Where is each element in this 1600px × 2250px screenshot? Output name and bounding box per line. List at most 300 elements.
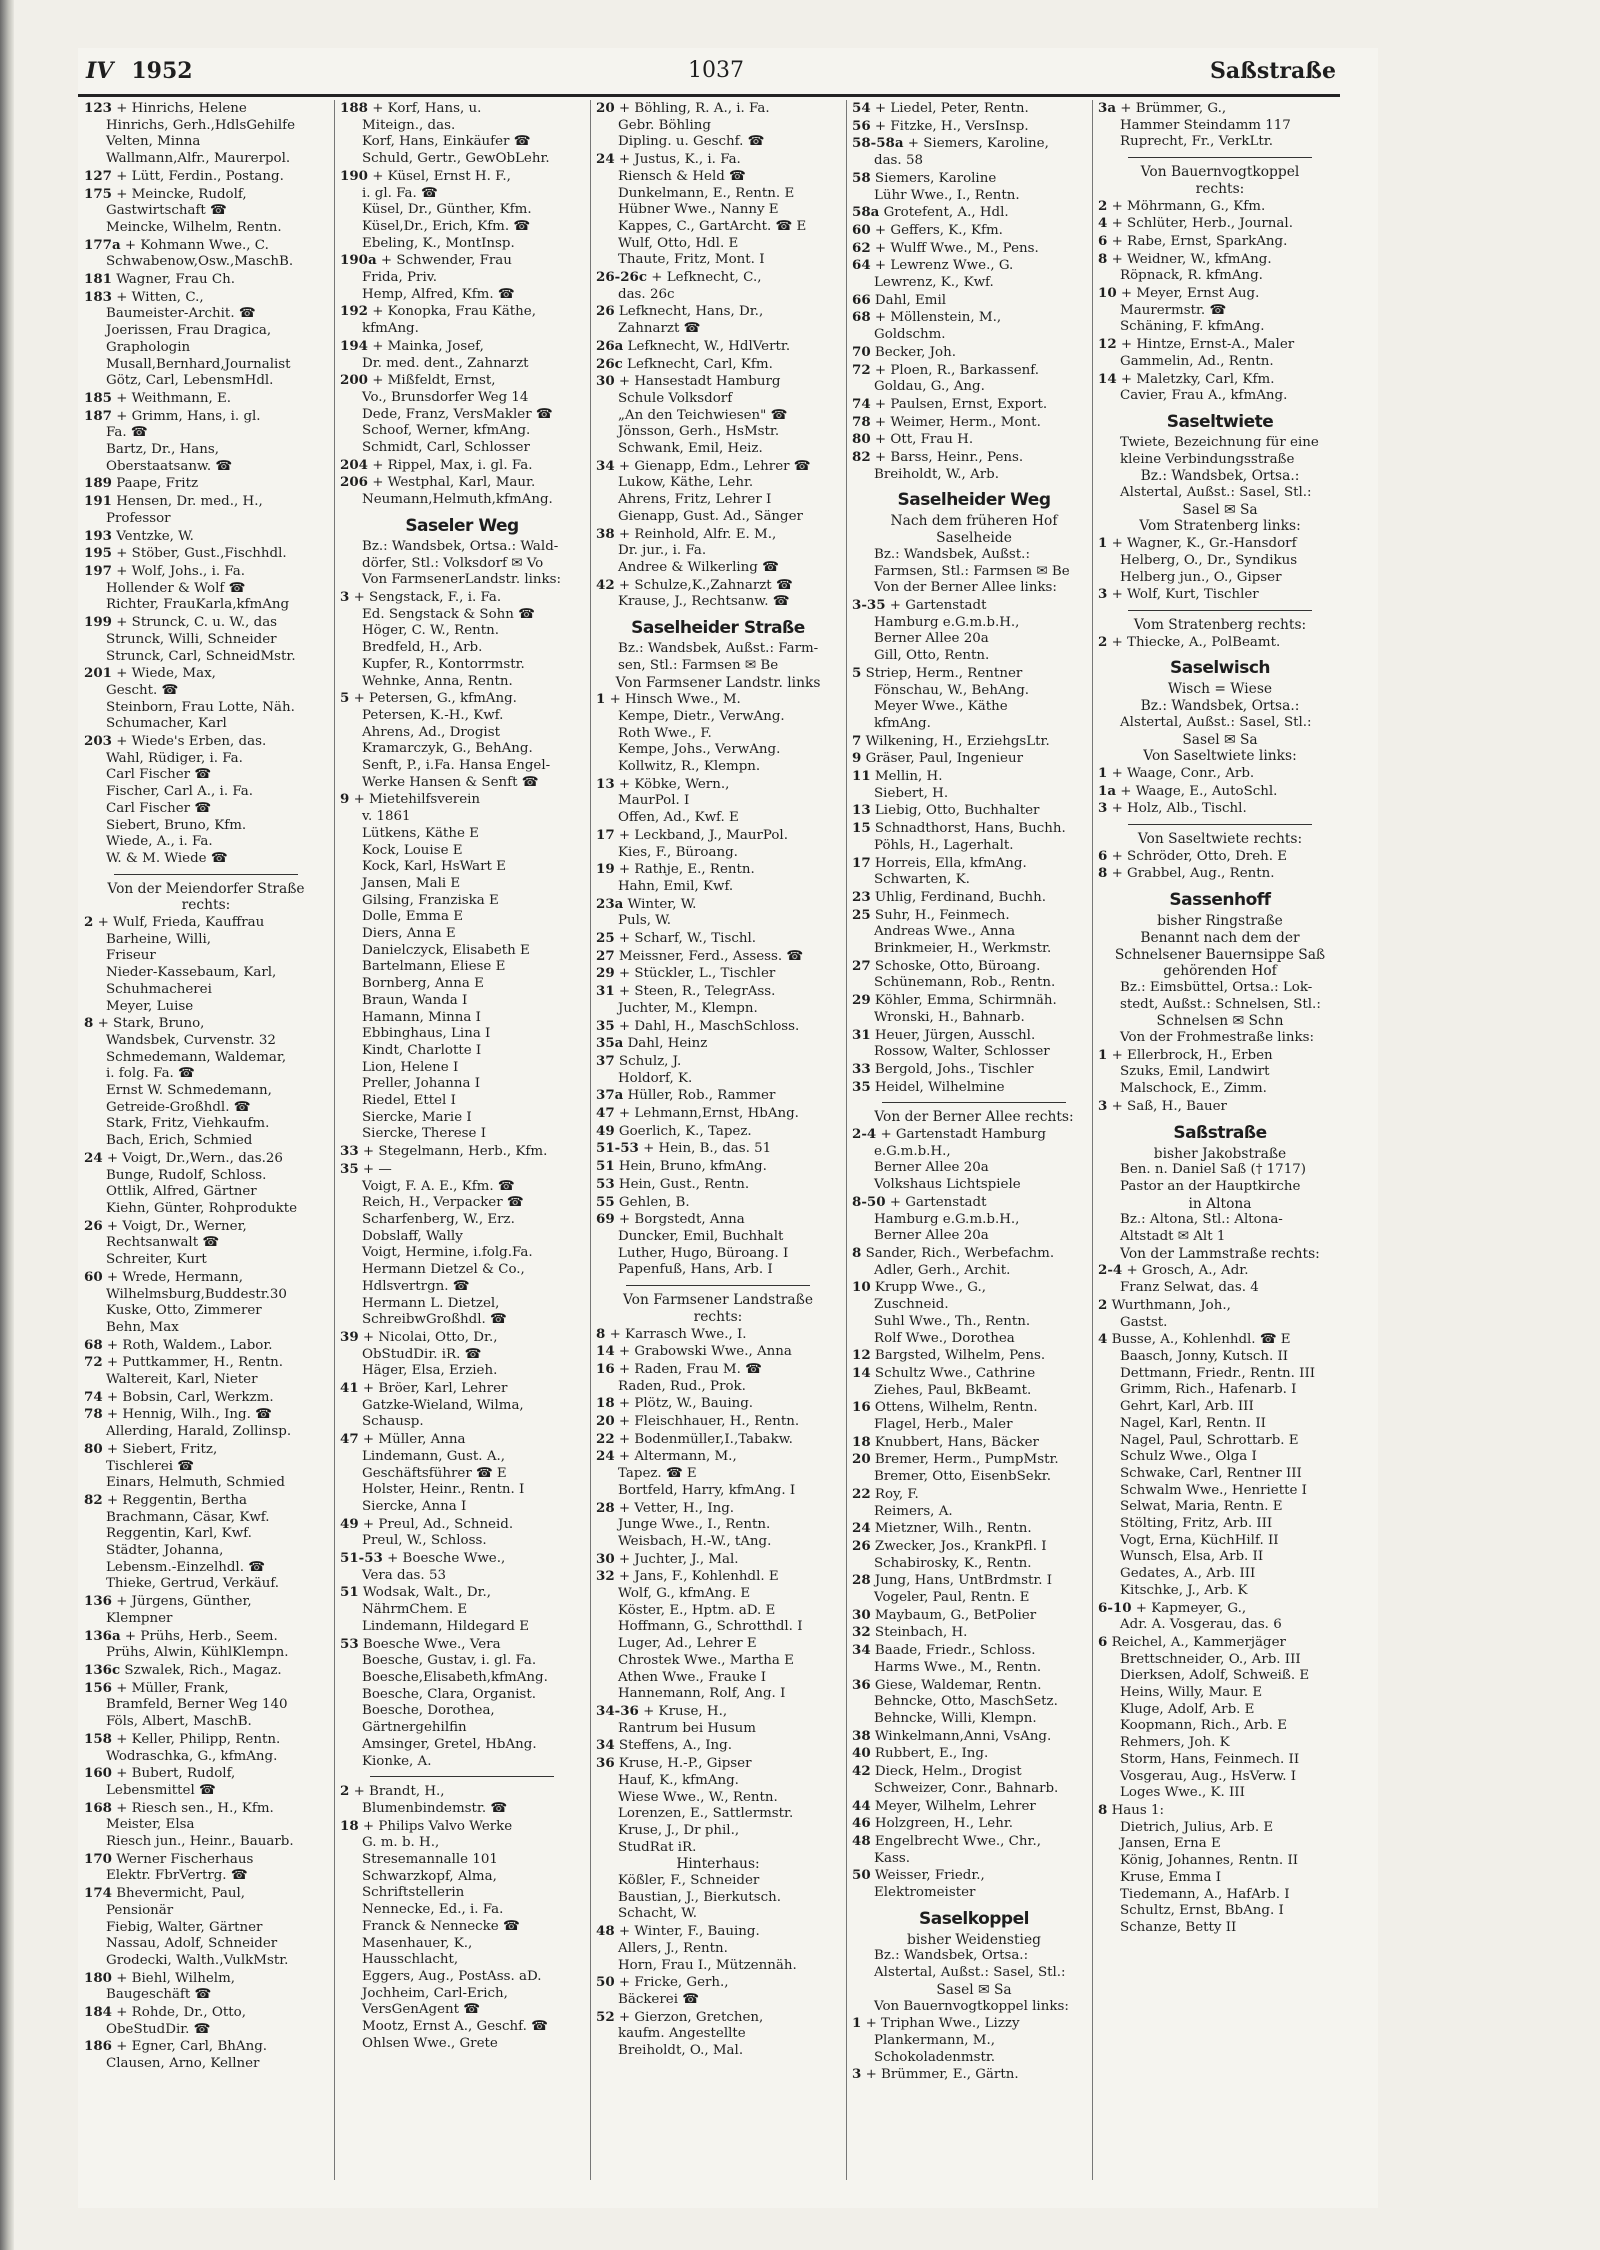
house-entry: 68 + Roth, Waldem., Labor.: [84, 1336, 273, 1353]
house-number: 9: [340, 791, 350, 808]
resident-line: Horn, Frau I., Mützennäh.: [618, 1957, 797, 1973]
house-number: 44: [852, 1797, 871, 1814]
house-entry: 12 Bargsted, Wilhelm, Pens.: [852, 1347, 1046, 1364]
resident-line: Jansen, Mali E: [362, 875, 461, 891]
resident-line: Kuske, Otto, Zimmerer: [106, 1303, 262, 1319]
resident-line: Lebensmittel ☎: [106, 1782, 216, 1798]
house-number: 22: [852, 1485, 871, 1502]
house-number: 27: [852, 957, 871, 974]
resident-line: Strunck, Willi, Schneider: [106, 631, 277, 647]
house-number: 1: [1098, 535, 1108, 552]
house-number: 195: [84, 545, 112, 562]
house-number: 72: [84, 1354, 103, 1371]
resident-line: Bz.: Wandsbek, Ortsa.: Wald-: [362, 538, 559, 554]
resident-line: Lorenzen, E., Sattlermstr.: [618, 1806, 794, 1822]
resident-line: Bortfeld, Harry, kfmAng. I: [618, 1482, 796, 1498]
house-entry: 27 Meissner, Ferd., Assess. ☎: [596, 947, 804, 964]
resident-line: Storm, Hans, Feinmech. II: [1120, 1751, 1300, 1767]
house-entry: 50 Weisser, Friedr.,: [852, 1867, 985, 1884]
resident-line: Schriftstellerin: [362, 1885, 465, 1901]
house-number: 60: [84, 1268, 103, 1285]
resident-line: Behn, Max: [106, 1319, 179, 1335]
resident-line: Reich, H., Verpacker ☎: [362, 1195, 524, 1211]
house-number: 3: [1098, 1097, 1108, 1114]
street-note: Von der Lammstraße rechts:: [1120, 1245, 1320, 1262]
house-number: 18: [340, 1817, 359, 1834]
street-note: Von der Berner Allee rechts:: [874, 1109, 1074, 1126]
resident-line: Zuschneid.: [874, 1297, 949, 1313]
resident-line: Preller, Johanna I: [362, 1076, 481, 1092]
house-entry: 60 + Wrede, Hermann,: [84, 1268, 244, 1285]
house-entry: 24 + Justus, K., i. Fa.: [596, 151, 741, 168]
header-roman-numeral: IV: [86, 58, 114, 84]
resident-line: Twiete, Bezeichnung für eine: [1120, 434, 1319, 450]
resident-line: dörfer, Stl.: Volksdorf ✉ Vo: [362, 555, 544, 571]
resident-line: Riedel, Ettel I: [362, 1093, 456, 1109]
house-number: 3: [1098, 586, 1108, 603]
house-entry: 18 + Philips Valvo Werke: [340, 1817, 513, 1834]
resident-line: Hübner Wwe., Nanny E: [618, 202, 779, 218]
resident-line: Musall,Bernhard,Journalist: [106, 356, 291, 372]
resident-line: Boesche, Dorothea,: [362, 1703, 495, 1719]
resident-line: Riensch & Held ☎: [618, 168, 746, 184]
resident-line: Behncke, Otto, MaschSetz.: [874, 1694, 1058, 1710]
resident-line: das. 58: [874, 153, 923, 169]
house-number: 136: [84, 1593, 112, 1610]
resident-line: Luger, Ad., Lehrer E: [618, 1636, 757, 1652]
resident-line: Goldau, G., Ang.: [874, 379, 985, 395]
house-entry: 34 Steffens, A., Ing.: [596, 1737, 733, 1754]
resident-line: Steinborn, Frau Lotte, Näh.: [106, 699, 295, 715]
resident-line: Joerissen, Frau Dragica,: [106, 323, 272, 339]
resident-line: Andreas Wwe., Anna: [874, 924, 1016, 940]
house-number: 74: [84, 1388, 103, 1405]
house-entry: 183 + Witten, C.,: [84, 288, 204, 305]
house-number: 127: [84, 167, 112, 184]
resident-line: Wolf, G., kfmAng. E: [618, 1586, 751, 1602]
house-number: 58: [852, 169, 871, 186]
section-rule: [626, 1285, 810, 1286]
street-note: Schnelsen ✉ Schn: [1156, 1013, 1284, 1030]
house-number: 175: [84, 185, 112, 202]
house-entry: 66 Dahl, Emil: [852, 291, 947, 308]
house-number: 186: [84, 2038, 112, 2055]
house-entry: 58a Grotefent, A., Hdl.: [852, 204, 1009, 221]
street-note: rechts:: [1195, 180, 1245, 197]
house-entry: 46 Holzgreen, H., Lehr.: [852, 1815, 1014, 1832]
resident-line: Breiholdt, W., Arb.: [874, 466, 999, 482]
resident-line: Klempner: [106, 1610, 173, 1626]
house-entry: 42 Dieck, Helm., Drogist: [852, 1763, 1022, 1780]
resident-line: Ed. Sengstack & Sohn ☎: [362, 606, 535, 622]
house-entry: 200 + Mißfeldt, Ernst,: [340, 372, 496, 389]
resident-line: Von FarmsenerLandstr. links:: [362, 572, 562, 588]
resident-line: Städter, Johanna,: [106, 1543, 224, 1559]
house-number: 190: [340, 167, 368, 184]
resident-line: Chrostek Wwe., Martha E: [618, 1652, 794, 1668]
street-note: Sasel ✉ Sa: [1182, 731, 1258, 748]
house-entry: 189 Paape, Fritz: [84, 475, 199, 492]
resident-line: Volkshaus Lichtspiele: [874, 1177, 1021, 1193]
house-entry: 158 + Keller, Philipp, Rentn.: [84, 1730, 281, 1747]
resident-line: Alstertal, Außst.: Sasel, Stl.:: [1120, 485, 1312, 501]
house-number: 26c: [596, 355, 623, 372]
resident-line: Kock, Karl, HsWart E: [362, 859, 506, 875]
resident-line: Selwat, Maria, Rentn. E: [1120, 1499, 1283, 1515]
house-entry: 193 Ventzke, W.: [84, 527, 194, 544]
page-number: 1037: [688, 58, 744, 83]
resident-line: Dolle, Emma E: [362, 909, 463, 925]
resident-line: Kock, Louise E: [362, 842, 463, 858]
resident-line: Nieder-Kassebaum, Karl,: [106, 965, 277, 981]
house-number: 35a: [596, 1035, 624, 1052]
house-entry: 3 + Saß, H., Bauer: [1098, 1097, 1227, 1114]
house-number: 168: [84, 1799, 112, 1816]
resident-line: Offen, Ad., Kwf. E: [618, 810, 739, 826]
resident-line: Barheine, Willi,: [106, 931, 212, 947]
resident-line: Dipling. u. Geschf. ☎: [618, 134, 765, 150]
resident-line: Hoffmann, G., Schrotthdl. I: [618, 1619, 803, 1635]
house-number: 181: [84, 271, 112, 288]
resident-line: kaufm. Angestellte: [618, 2026, 746, 2042]
street-note: Benannt nach dem der: [1140, 929, 1300, 946]
house-number: 22: [596, 1430, 615, 1447]
house-entry: 194 + Mainka, Josef,: [340, 337, 484, 354]
resident-line: Meyer, Luise: [106, 998, 194, 1014]
house-entry: 8 + Karrasch Wwe., I.: [596, 1325, 747, 1342]
resident-line: Boesche, Clara, Organist.: [362, 1686, 537, 1702]
resident-line: Ebeling, K., MontInsp.: [362, 235, 515, 251]
resident-line: i. folg. Fa. ☎: [106, 1066, 195, 1082]
house-number: 26: [596, 303, 615, 320]
resident-line: Behncke, Willi, Klempn.: [874, 1710, 1037, 1726]
resident-line: Hdlsvertrgn. ☎: [362, 1278, 470, 1294]
house-entry: 36 Giese, Waldemar, Rentn.: [852, 1676, 1042, 1693]
resident-line: Ruprecht, Fr., VerkLtr.: [1120, 134, 1273, 150]
house-number: 11: [852, 768, 871, 785]
house-number: 29: [596, 965, 615, 982]
resident-line: Wilhelmsburg,Buddestr.30: [106, 1286, 287, 1302]
house-entry: 35a Dahl, Heinz: [596, 1035, 708, 1052]
resident-line: Kruse, J., Dr phil.,: [618, 1822, 740, 1838]
directory-columns: [78, 100, 1340, 2200]
house-number: 50: [852, 1867, 871, 1884]
resident-line: Lion, Helene I: [362, 1059, 459, 1075]
house-entry: 58 Siemers, Karoline: [852, 169, 997, 186]
column-3: [596, 100, 840, 2190]
house-number: 28: [596, 1499, 615, 1516]
resident-line: Kollwitz, R., Klempn.: [618, 759, 761, 775]
house-number: 48: [852, 1832, 871, 1849]
resident-line: Fiebig, Walter, Gärtner: [106, 1919, 263, 1935]
resident-line: Schreiter, Kurt: [106, 1252, 207, 1268]
resident-line: Schwake, Carl, Rentner III: [1120, 1465, 1302, 1481]
house-entry: 181 Wagner, Frau Ch.: [84, 271, 236, 288]
house-number: 41: [340, 1380, 359, 1397]
resident-line: Kramarczyk, G., BehAng.: [362, 741, 533, 757]
resident-line: Bremer, Otto, EisenbSekr.: [874, 1469, 1051, 1485]
resident-line: Maurermstr. ☎: [1120, 302, 1227, 318]
house-number: 31: [596, 983, 615, 1000]
house-number: 8: [1098, 250, 1108, 267]
resident-line: Pastor an der Hauptkirche: [1120, 1178, 1301, 1194]
resident-line: Gatzke-Wieland, Wilma,: [362, 1397, 524, 1413]
house-number: 10: [1098, 285, 1117, 302]
house-entry: 26-26c + Lefknecht, C.,: [596, 269, 762, 286]
house-entry: 50 + Fricke, Gerh.,: [596, 1974, 729, 1991]
resident-line: „An den Teichwiesen" ☎: [618, 407, 788, 423]
house-number: 51: [596, 1158, 615, 1175]
house-number: 20: [852, 1451, 871, 1468]
house-number: 14: [852, 1364, 871, 1381]
house-entry: 1 + Wagner, K., Gr.-Hansdorf: [1098, 535, 1297, 552]
column-4: [852, 100, 1096, 2190]
resident-line: Wandsbek, Curvenstr. 32: [106, 1032, 276, 1048]
resident-line: Helberg, O., Dr., Syndikus: [1120, 552, 1298, 568]
house-number: 48: [596, 1923, 615, 1940]
house-entry: 4 Busse, A., Kohlenhdl. ☎ E: [1098, 1331, 1291, 1348]
house-entry: 82 + Barss, Heinr., Pens.: [852, 449, 1024, 466]
resident-line: e.G.m.b.H.,: [874, 1143, 951, 1159]
house-entry: 14 + Grabowski Wwe., Anna: [596, 1343, 792, 1360]
resident-line: Luther, Hugo, Büroang. I: [618, 1245, 789, 1261]
house-entry: 36 Kruse, H.-P., Gipser: [596, 1755, 752, 1772]
column-divider: [334, 100, 335, 2180]
house-number: 47: [340, 1431, 359, 1448]
resident-line: Gilsing, Franziska E: [362, 892, 499, 908]
house-number: 24: [852, 1520, 871, 1537]
resident-line: Siercke, Anna I: [362, 1498, 467, 1514]
resident-line: Schacht, W.: [618, 1906, 697, 1922]
house-entry: 62 + Wulff Wwe., M., Pens.: [852, 239, 1039, 256]
house-number: 193: [84, 527, 112, 544]
resident-line: Kionke, A.: [362, 1753, 432, 1769]
house-number: 188: [340, 100, 368, 116]
resident-line: Kindt, Charlotte I: [362, 1042, 482, 1058]
house-number: 74: [852, 395, 871, 412]
resident-line: Grodecki, Walth.,VulkMstr.: [106, 1952, 289, 1968]
house-entry: 38 + Reinhold, Alfr. E. M.,: [596, 525, 777, 542]
house-number: 4: [1098, 1331, 1108, 1348]
house-entry: 23 Uhlig, Ferdinand, Buchh.: [852, 888, 1046, 905]
resident-line: Fönschau, W., BehAng.: [874, 682, 1030, 698]
house-entry: 38 Winkelmann,Anni, VsAng.: [852, 1727, 1052, 1744]
house-entry: 136c Szwalek, Rich., Magaz.: [84, 1661, 282, 1678]
house-number: 8: [84, 1015, 94, 1032]
resident-line: Korf, Hans, Einkäufer ☎: [362, 134, 531, 150]
resident-line: Nennecke, Ed., i. Fa.: [362, 1902, 504, 1918]
resident-line: Strunck, Carl, SchneidMstr.: [106, 648, 296, 664]
house-number: 1: [596, 691, 606, 708]
house-entry: 9 Gräser, Paul, Ingenieur: [852, 750, 1023, 767]
house-entry: 64 + Lewrenz Wwe., G.: [852, 257, 1014, 274]
resident-line: Bäckerei ☎: [618, 1991, 699, 2007]
house-entry: 206 + Westphal, Karl, Maur.: [340, 474, 536, 491]
house-number: 16: [596, 1360, 615, 1377]
house-entry: 184 + Rohde, Dr., Otto,: [84, 2004, 246, 2021]
house-number: 189: [84, 475, 112, 492]
house-entry: 25 Suhr, H., Feinmech.: [852, 906, 1010, 923]
house-entry: 156 + Müller, Frank,: [84, 1679, 229, 1696]
house-entry: 27 Schoske, Otto, Büroang.: [852, 957, 1041, 974]
resident-line: Wulf, Otto, Hdl. E: [618, 235, 739, 251]
resident-line: Kies, F., Büroang.: [618, 844, 738, 860]
house-number: 52: [596, 2008, 615, 2025]
resident-line: Boesche,Elisabeth,kfmAng.: [362, 1669, 548, 1685]
resident-line: Bartelmann, Eliese E: [362, 959, 506, 975]
resident-line: Plankermann, M.,: [874, 2032, 996, 2048]
house-number: 36: [852, 1676, 871, 1693]
resident-line: kfmAng.: [874, 715, 931, 731]
house-number: 40: [852, 1745, 871, 1762]
house-number: 190a: [340, 252, 377, 269]
resident-line: Hauf, K., kfmAng.: [618, 1772, 739, 1788]
house-number: 19: [596, 861, 615, 878]
house-entry: 8 + Stark, Bruno,: [84, 1015, 205, 1032]
resident-line: Kluge, Adolf, Arb. E: [1120, 1701, 1255, 1717]
house-number: 180: [84, 1969, 112, 1986]
house-entry: 185 + Weithmann, E.: [84, 389, 232, 406]
resident-line: Lindemann, Hildegard E: [362, 1618, 530, 1634]
house-number: 197: [84, 562, 112, 579]
house-entry: 70 Becker, Joh.: [852, 343, 956, 360]
resident-line: Pöhls, H., Lagerhalt.: [874, 837, 1014, 853]
house-number: 29: [852, 992, 871, 1009]
house-number: 32: [596, 1568, 615, 1585]
house-entry: 18 Knubbert, Hans, Bäcker: [852, 1433, 1039, 1450]
house-number: 66: [852, 291, 871, 308]
resident-line: Roth Wwe., F.: [618, 725, 712, 741]
resident-line: Reimers, A.: [874, 1503, 953, 1519]
resident-line: Diers, Anna E: [362, 926, 456, 942]
house-number: 42: [596, 576, 615, 593]
house-entry: 136 + Jürgens, Günther,: [84, 1593, 252, 1610]
resident-line: Küsel, Dr., Günther, Kfm.: [362, 202, 532, 218]
resident-line: Rossow, Walter, Schlosser: [874, 1044, 1050, 1060]
resident-line: Gastwirtschaft ☎: [106, 203, 227, 219]
resident-line: Wahl, Rüdiger, i. Fa.: [106, 750, 243, 766]
resident-line: Miteign., das.: [362, 117, 456, 133]
house-number: 4: [1098, 215, 1108, 232]
resident-line: Gescht. ☎: [106, 682, 179, 698]
street-note: in Altona: [1188, 1195, 1252, 1212]
house-number: 3: [340, 588, 350, 605]
resident-line: Meister, Elsa: [106, 1817, 195, 1833]
resident-line: Bz.: Altona, Stl.: Altona-: [1120, 1212, 1283, 1228]
resident-line: Ahrens, Fritz, Lehrer I: [618, 492, 772, 508]
resident-line: Neumann,Helmuth,kfmAng.: [362, 492, 553, 508]
street-note: Wisch = Wiese: [1167, 681, 1273, 698]
house-number: 31: [852, 1026, 871, 1043]
resident-line: Bz.: Wandsbek, Ortsa.:: [874, 1948, 1029, 1964]
house-number: 82: [84, 1491, 103, 1508]
house-entry: 6 + Rabe, Ernst, SparkAng.: [1098, 232, 1288, 249]
house-number: 25: [852, 906, 871, 923]
resident-line: Hollender & Wolf ☎: [106, 580, 246, 596]
house-entry: 28 + Vetter, H., Ing.: [596, 1499, 735, 1516]
house-entry: 191 Hensen, Dr. med., H.,: [84, 493, 263, 510]
house-number: 13: [852, 802, 871, 819]
house-number: 51: [340, 1584, 359, 1601]
house-number: 174: [84, 1885, 112, 1902]
resident-line: Küsel,Dr., Erich, Kfm. ☎: [362, 218, 531, 234]
house-entry: 8 Sander, Rich., Werbefachm.: [852, 1245, 1055, 1261]
house-number: 5: [340, 690, 350, 707]
resident-line: Höger, C. W., Rentn.: [362, 623, 500, 639]
resident-line: Lukow, Käthe, Lehr.: [618, 475, 754, 491]
street-note: Von Farmsener Landstr. links: [615, 674, 821, 691]
resident-line: Einars, Helmuth, Schmied: [106, 1475, 285, 1491]
house-entry: 3 + Wolf, Kurt, Tischler: [1098, 586, 1259, 603]
house-number: 34-36: [596, 1702, 639, 1719]
resident-line: Goldschm.: [874, 327, 946, 343]
house-number: 200: [340, 372, 368, 389]
house-number: 3a: [1098, 100, 1116, 116]
house-number: 46: [852, 1815, 871, 1832]
house-number: 2: [1098, 633, 1108, 650]
resident-line: SchreibwGroßhdl. ☎: [362, 1312, 507, 1328]
house-entry: 5 + Petersen, G., kfmAng.: [340, 690, 517, 707]
resident-line: Meyer Wwe., Käthe: [874, 699, 1008, 715]
house-number: 35: [596, 1017, 615, 1034]
resident-line: Hemp, Alfred, Kfm. ☎: [362, 286, 515, 302]
house-entry: 17 + Leckband, J., MaurPol.: [596, 826, 788, 843]
resident-line: stedt, Außst.: Schnelsen, Stl.:: [1120, 996, 1321, 1012]
house-number: 23: [852, 888, 871, 905]
resident-line: Schanze, Betty II: [1120, 1919, 1237, 1935]
resident-line: Nagel, Paul, Schrottarb. E: [1120, 1432, 1299, 1448]
resident-line: Ohlsen Wwe., Grete: [362, 2035, 498, 2051]
house-entry: 26 + Voigt, Dr., Werner,: [84, 1217, 247, 1234]
house-number: 28: [852, 1572, 871, 1589]
section-rule: [1128, 610, 1312, 611]
resident-line: Papenfuß, Hans, Arb. I: [618, 1262, 773, 1278]
house-entry: 186 + Egner, Carl, BhAng.: [84, 2038, 268, 2055]
house-number: 23a: [596, 895, 624, 912]
resident-line: Schabirosky, K., Rentn.: [874, 1555, 1032, 1571]
resident-line: Krause, J., Rechtsanw. ☎: [618, 594, 790, 610]
resident-line: Scharfenberg, W., Erz.: [362, 1212, 515, 1227]
resident-line: Tiedemann, A., HafArb. I: [1120, 1886, 1290, 1902]
house-entry: 3 + Sengstack, F., i. Fa.: [340, 588, 502, 605]
house-number: 49: [596, 1122, 615, 1139]
resident-line: Kruse, Emma I: [1120, 1869, 1222, 1885]
house-number: 2: [1098, 1296, 1108, 1313]
street-note: Von Saseltwiete rechts:: [1137, 831, 1303, 848]
resident-line: Junge Wwe., I., Rentn.: [618, 1517, 771, 1533]
resident-line: Grimm, Rich., Hafenarb. I: [1120, 1382, 1297, 1398]
resident-line: Mootz, Ernst A., Geschf. ☎: [362, 2019, 548, 2035]
resident-line: Graphologin: [106, 339, 191, 355]
house-entry: 14 Schultz Wwe., Cathrine: [852, 1364, 1036, 1381]
house-entry: 8 + Grabbel, Aug., Rentn.: [1098, 865, 1275, 882]
house-number: 6: [1098, 847, 1108, 864]
house-entry: 30 + Juchter, J., Mal.: [596, 1550, 739, 1567]
house-number: 56: [852, 117, 871, 134]
header-street: Saßstraße: [1210, 58, 1336, 84]
resident-line: Wodraschka, G., kfmAng.: [106, 1748, 278, 1764]
resident-line: kleine Verbindungsstraße: [1120, 451, 1295, 467]
resident-line: Siercke, Marie I: [362, 1109, 472, 1125]
resident-line: Wiese Wwe., W., Rentn.: [618, 1789, 778, 1805]
house-number: 5: [852, 664, 862, 681]
resident-line: Von der Frohmestraße links:: [1120, 1030, 1314, 1046]
resident-line: Weisbach, H.-W., tAng.: [618, 1533, 772, 1549]
house-entry: 8-50 + Gartenstadt: [852, 1193, 987, 1210]
resident-line: Hamburg e.G.m.b.H.,: [874, 614, 1020, 630]
resident-line: Frida, Priv.: [362, 270, 437, 286]
house-number: 191: [84, 493, 112, 510]
